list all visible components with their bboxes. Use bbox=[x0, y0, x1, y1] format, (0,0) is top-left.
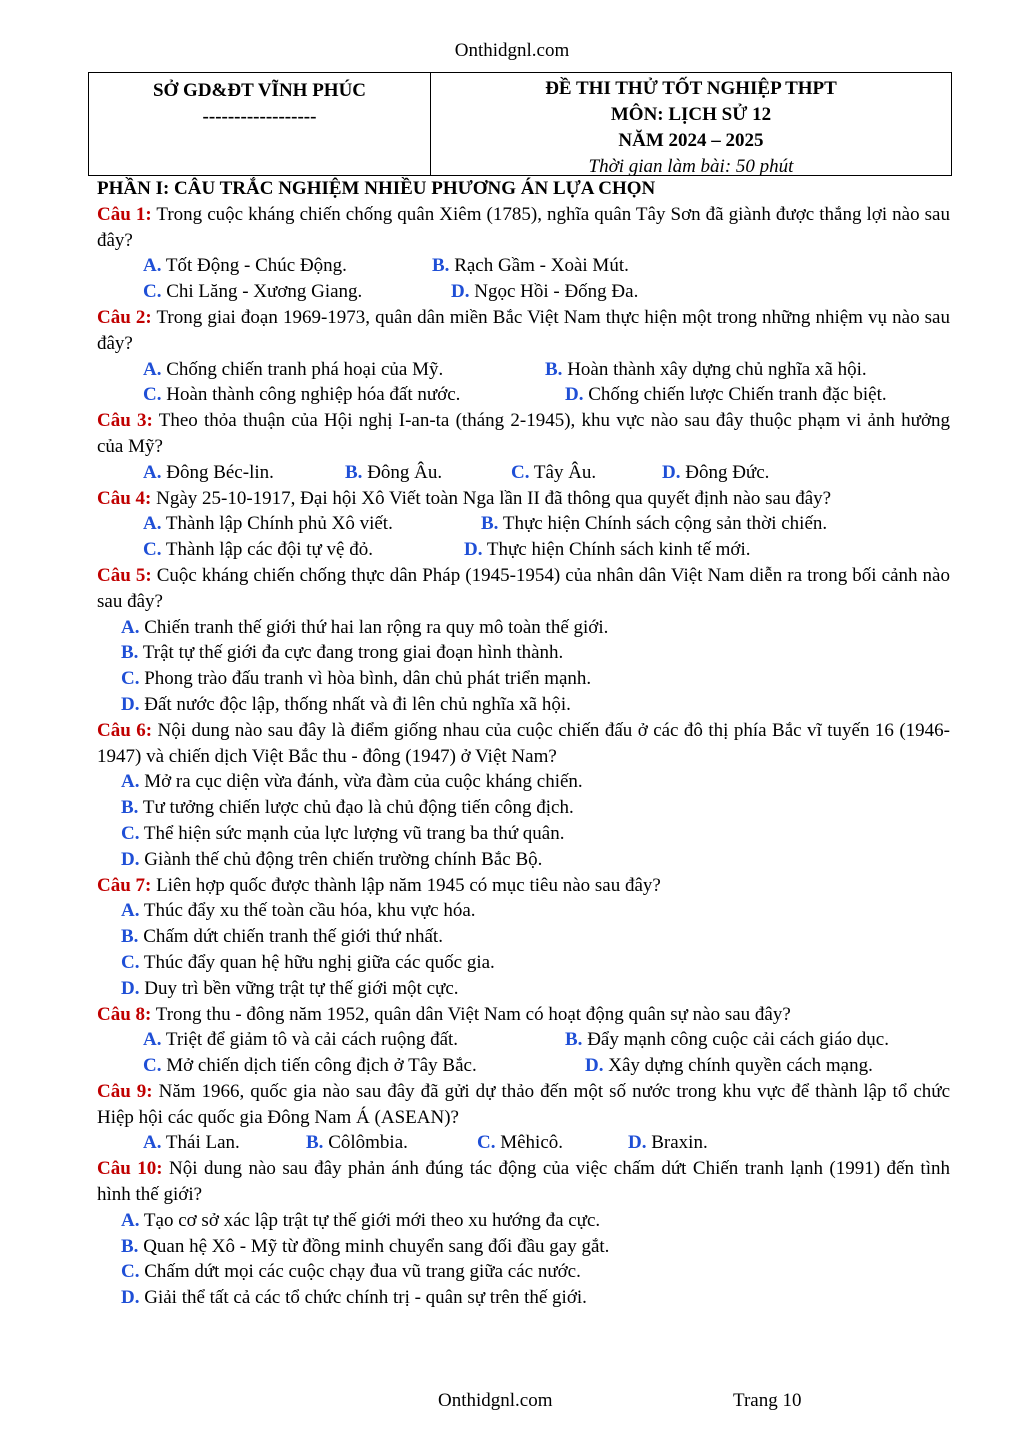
option-b: B. Chấm dứt chiến tranh thế giới thứ nhất. bbox=[121, 926, 443, 948]
option-c: C. Tây Âu. bbox=[511, 461, 597, 483]
question-text: Theo thỏa thuận của Hội nghị I-an-ta (tháng 2-1945), khu vực nào sau đây thuộc phạm vi ảnh hưởng của Mỹ? bbox=[97, 410, 950, 457]
option-d: D. Duy trì bền vững trật tự thế giới một cực. bbox=[121, 977, 459, 999]
option-c: C. Phong trào đấu tranh vì hòa bình, dân chủ phát triển mạnh. bbox=[121, 668, 592, 690]
footer-page-number: Trang 10 bbox=[733, 1390, 802, 1411]
question-text: Trong thu - đông năm 1952, quân dân Việt Nam có hoạt động quân sự nào sau đây? bbox=[151, 1003, 791, 1025]
question-5 bbox=[97, 563, 950, 615]
exam-header-table bbox=[88, 72, 952, 176]
question-label: Câu 8: bbox=[97, 1003, 152, 1025]
option-d: D. Đông Đức. bbox=[662, 461, 770, 483]
question-label: Câu 5: bbox=[97, 564, 152, 586]
options-row bbox=[97, 537, 950, 563]
options-row bbox=[97, 253, 950, 279]
question-9 bbox=[97, 1079, 950, 1131]
header-exam-info bbox=[431, 73, 951, 175]
option-d: D. Đất nước độc lập, thống nhất và đi lên chủ nghĩa xã hội. bbox=[121, 693, 571, 715]
question-1 bbox=[97, 202, 950, 254]
option-a: A. Thành lập Chính phủ Xô viết. bbox=[143, 513, 393, 535]
site-watermark-top: Onthidgnl.com bbox=[454, 40, 570, 61]
option-a: A. Chiến tranh thế giới thứ hai lan rộng ra quy mô toàn thế giới. bbox=[121, 616, 609, 638]
options-row bbox=[97, 1053, 950, 1079]
option-c: C. Mở chiến dịch tiến công địch ở Tây Bắc. bbox=[143, 1055, 477, 1077]
question-text: Nội dung nào sau đây là điểm giống nhau của cuộc chiến đấu ở các đô thị phía Bắc vĩ tuyến 16 (1946-1947) và chiến dịch Việt Bắc thu - đông (1947) ở Việt Nam? bbox=[97, 719, 950, 767]
option-b: B. Thực hiện Chính sách cộng sản thời chiến. bbox=[481, 513, 828, 535]
options-row bbox=[97, 1130, 950, 1156]
school-name: SỞ GD&ĐT VĨNH PHÚC bbox=[152, 80, 367, 101]
option-a: A. Tạo cơ sở xác lập trật tự thế giới mới theo xu hướng đa cực. bbox=[121, 1209, 601, 1231]
option-a: A. Triệt để giảm tô và cải cách ruộng đất. bbox=[143, 1029, 459, 1051]
question-text: Năm 1966, quốc gia nào sau đây đã gửi dự thảo đến một số nước trong khu vực để thành lập tổ chức Hiệp hội các quốc gia Đông Nam Á (ASEAN)? bbox=[97, 1080, 950, 1128]
option-d: D. Chống chiến lược Chiến tranh đặc biệt. bbox=[565, 384, 887, 406]
question-label: Câu 7: bbox=[97, 874, 152, 896]
header-school bbox=[89, 73, 431, 175]
options-row bbox=[97, 511, 950, 537]
exam-content bbox=[97, 176, 950, 1311]
question-label: Câu 4: bbox=[97, 487, 152, 509]
option-d: D. Giành thế chủ động trên chiến trường chính Bắc Bộ. bbox=[121, 848, 543, 870]
option-c: C. Thúc đẩy quan hệ hữu nghị giữa các quốc gia. bbox=[121, 951, 495, 973]
option-b: B. Rạch Gầm - Xoài Mút. bbox=[432, 255, 629, 277]
exam-title: ĐỀ THI THỬ TỐT NGHIỆP THPT bbox=[545, 78, 837, 99]
option-c: C. Hoàn thành công nghiệp hóa đất nước. bbox=[143, 384, 461, 406]
option-a: A. Đông Béc-lin. bbox=[143, 461, 274, 483]
question-10 bbox=[97, 1156, 950, 1208]
question-text: Trong giai đoạn 1969-1973, quân dân miền Bắc Việt Nam thực hiện một trong những nhiệm vụ nào sau đây? bbox=[97, 306, 950, 354]
question-text: Cuộc kháng chiến chống thực dân Pháp (1945-1954) của nhân dân Việt Nam diễn ra trong bối cảnh nào sau đây? bbox=[97, 564, 950, 612]
option-d: D. Thực hiện Chính sách kinh tế mới. bbox=[464, 539, 751, 561]
exam-year: NĂM 2024 – 2025 bbox=[618, 130, 764, 151]
question-8 bbox=[97, 1002, 950, 1028]
options-row bbox=[97, 279, 950, 305]
question-text: Liên hợp quốc được thành lập năm 1945 có mục tiêu nào sau đây? bbox=[151, 874, 661, 896]
question-3 bbox=[97, 408, 950, 460]
question-4 bbox=[97, 486, 950, 512]
question-label: Câu 6: bbox=[97, 719, 153, 741]
option-a: A. Thái Lan. bbox=[143, 1132, 240, 1154]
question-2 bbox=[97, 305, 950, 357]
option-a: A. Thúc đẩy xu thế toàn cầu hóa, khu vực hóa. bbox=[121, 900, 476, 922]
option-d: D. Xây dựng chính quyền cách mạng. bbox=[585, 1055, 873, 1077]
question-label: Câu 9: bbox=[97, 1080, 153, 1102]
option-b: B. Đông Âu. bbox=[345, 461, 443, 483]
question-label: Câu 10: bbox=[97, 1158, 163, 1180]
option-c: C. Chi Lăng - Xương Giang. bbox=[143, 281, 363, 303]
option-b: B. Quan hệ Xô - Mỹ từ đồng minh chuyển sang đối đầu gay gắt. bbox=[121, 1235, 610, 1257]
footer-site: Onthidgnl.com bbox=[438, 1390, 553, 1411]
option-c: C. Mêhicô. bbox=[477, 1132, 564, 1154]
option-b: B. Côlômbia. bbox=[306, 1132, 408, 1154]
options-row bbox=[97, 1027, 950, 1053]
question-text: Ngày 25-10-1917, Đại hội Xô Viết toàn Nga lần II đã thông qua quyết định nào sau đây? bbox=[151, 487, 832, 509]
option-b: B. Trật tự thế giới đa cực đang trong giai đoạn hình thành. bbox=[121, 642, 564, 664]
option-d: D. Ngọc Hồi - Đống Đa. bbox=[451, 281, 639, 303]
options-row bbox=[97, 382, 950, 408]
part-title: PHẦN I: CÂU TRẮC NGHIỆM NHIỀU PHƯƠNG ÁN LỰA CHỌN bbox=[97, 178, 656, 199]
option-c: C. Chấm dứt mọi các cuộc chạy đua vũ trang giữa các nước. bbox=[121, 1261, 581, 1283]
option-a: A. Mở ra cục diện vừa đánh, vừa đàm của cuộc kháng chiến. bbox=[121, 771, 583, 793]
question-text: Trong cuộc kháng chiến chống quân Xiêm (1785), nghĩa quân Tây Sơn đã giành được thắng lợi nào sau đây? bbox=[97, 203, 950, 251]
exam-duration: Thời gian làm bài: 50 phút bbox=[588, 156, 794, 177]
option-a: A. Tốt Động - Chúc Động. bbox=[143, 255, 347, 277]
option-d: D. Braxin. bbox=[628, 1132, 708, 1154]
options-row bbox=[97, 357, 950, 383]
question-text: Nội dung nào sau đây phản ánh đúng tác động của việc chấm dứt Chiến tranh lạnh (1991) đến tình hình thế giới? bbox=[97, 1158, 950, 1206]
option-b: B. Hoàn thành xây dựng chủ nghĩa xã hội. bbox=[545, 358, 867, 380]
options-row bbox=[97, 460, 950, 486]
option-b: B. Đẩy mạnh công cuộc cải cách giáo dục. bbox=[565, 1029, 889, 1051]
question-6 bbox=[97, 718, 950, 770]
option-a: A. Chống chiến tranh phá hoại của Mỹ. bbox=[143, 358, 444, 380]
option-d: D. Giải thể tất cả các tổ chức chính trị - quân sự trên thế giới. bbox=[121, 1287, 587, 1309]
question-label: Câu 1: bbox=[97, 203, 152, 225]
question-label: Câu 3: bbox=[97, 410, 153, 432]
school-divider: ------------------ bbox=[202, 106, 317, 127]
question-7 bbox=[97, 873, 950, 899]
option-b: B. Tư tưởng chiến lược chủ đạo là chủ động tiến công địch. bbox=[121, 797, 574, 819]
question-label: Câu 2: bbox=[97, 306, 152, 328]
option-c: C. Thể hiện sức mạnh của lực lượng vũ trang ba thứ quân. bbox=[121, 822, 565, 844]
exam-subject: MÔN: LỊCH SỬ 12 bbox=[610, 104, 772, 125]
option-c: C. Thành lập các đội tự vệ đỏ. bbox=[143, 539, 373, 561]
